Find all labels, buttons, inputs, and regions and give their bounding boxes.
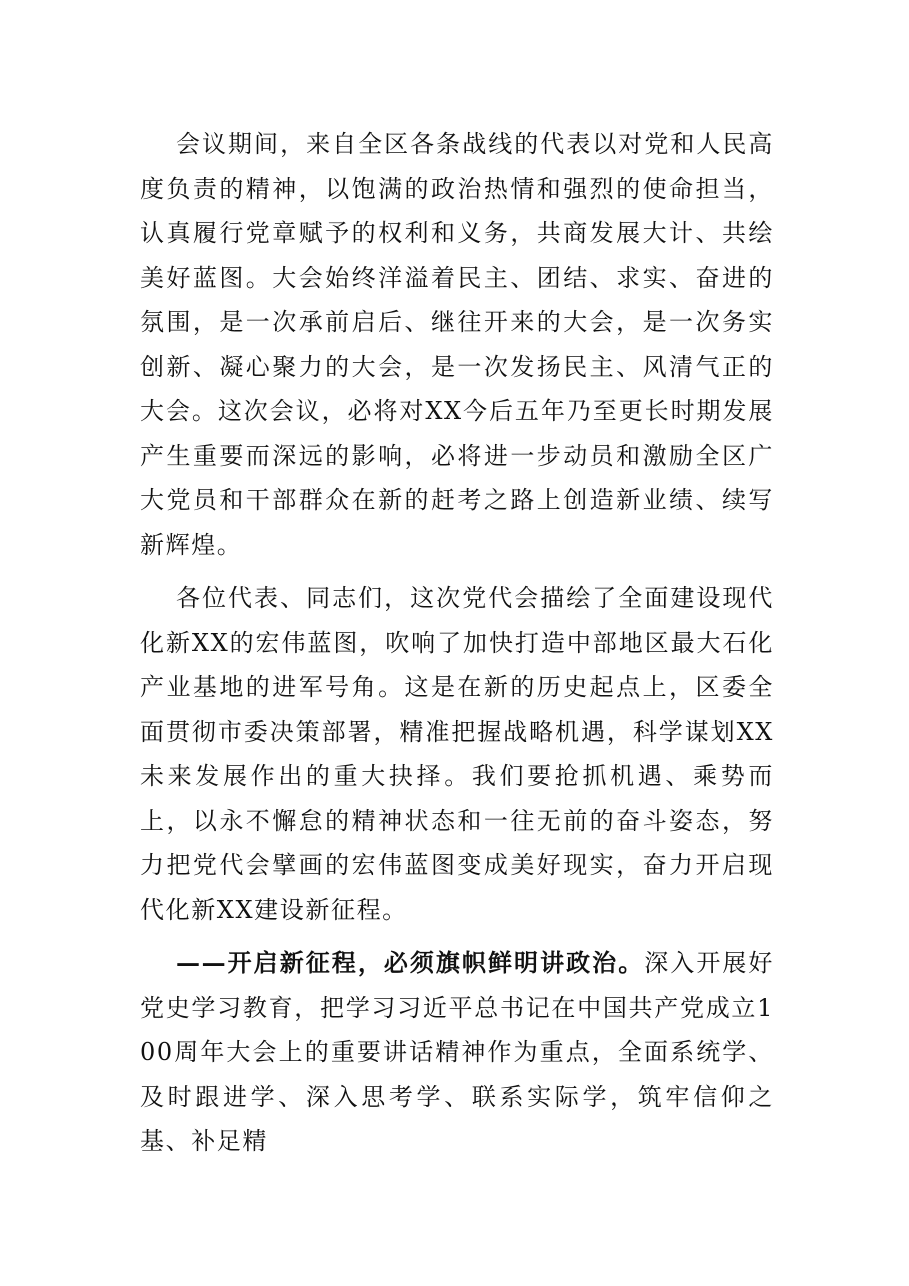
- paragraph-text: 各位代表、同志们，这次党代会描绘了全面建设现代化新XX的宏伟蓝图，吹响了加快打造中部地区最大石化产业基地的进军号角。这是在新的历史起点上，区委全面贯彻市委决策部署，精准把握战略机遇，科学谋划XX未来发展作出的重大抉择。我们要抢抓机遇、乘势而上，以永不懈怠的精神状态和一往无前的奋斗姿态，努力把党代会擘画的宏伟蓝图变成美好现实，奋力开启现代化新XX建设新征程。: [140, 584, 774, 924]
- paragraph-politics: [140, 941, 774, 1164]
- document-body: [140, 122, 774, 1173]
- paragraph-meeting-summary: [140, 122, 774, 567]
- paragraph-blueprint: [140, 576, 774, 932]
- paragraph-text: 深入开展好党史学习教育，把学习习近平总书记在中国共产党成立100周年大会上的重要讲话精神作为重点，全面系统学、及时跟进学、深入思考学、联系实际学，筑牢信仰之基、补足精: [140, 949, 774, 1155]
- paragraph-text: 会议期间，来自全区各条战线的代表以对党和人民高度负责的精神，以饱满的政治热情和强烈的使命担当，认真履行党章赋予的权利和义务，共商发展大计、共绘美好蓝图。大会始终洋溢着民主、团结、求实、奋进的氛围，是一次承前启后、继往开来的大会，是一次务实创新、凝心聚力的大会，是一次发扬民主、风清气正的大会。这次会议，必将对XX今后五年乃至更长时期发展产生重要而深远的影响，必将进一步动员和激励全区广大党员和干部群众在新的赶考之路上创造新业绩、续写新辉煌。: [140, 130, 774, 559]
- paragraph-lead-heading: ——开启新征程，必须旗帜鲜明讲政治。: [176, 948, 645, 977]
